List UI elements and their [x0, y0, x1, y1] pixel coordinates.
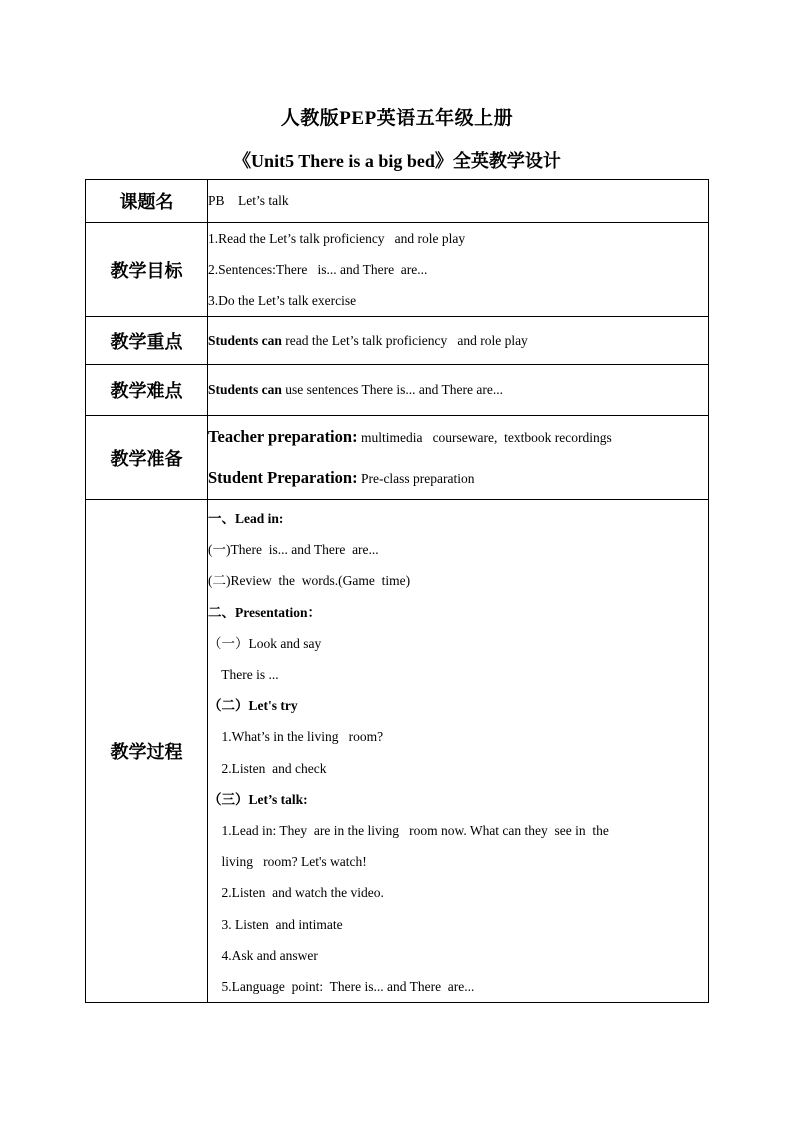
process-line-text: 2.Listen and check [208, 760, 327, 776]
process-line [208, 690, 708, 721]
table-row-key-points [86, 317, 709, 365]
process-line [208, 565, 708, 596]
row-label-process: 教学过程 [86, 500, 208, 1003]
process-line-text: (二)Review the words.(Game time) [208, 573, 411, 589]
objective-item: 2.Sentences:There is... and There are... [208, 262, 428, 277]
difficulties-rest: use sentences There is... and There are... [281, 382, 503, 397]
document-title: 人教版PEP英语五年级上册 [280, 108, 514, 129]
process-line [208, 628, 708, 659]
row-label-difficulties: 教学难点 [86, 365, 208, 416]
process-line-heading: （二）Let's try [208, 698, 298, 714]
student-preparation [208, 458, 708, 499]
process-line [208, 784, 708, 815]
key-points-rest: read the Let’s talk proficiency and role play [281, 332, 528, 348]
process-line [208, 815, 708, 846]
row-label-objectives: 教学目标 [86, 223, 208, 317]
process-line-text: 1.Lead in: They are in the living room now. What can they see in the [208, 823, 609, 839]
topic-value [208, 180, 709, 223]
process-line [208, 971, 708, 1002]
process-line [208, 846, 708, 877]
table-row-difficulties [86, 365, 709, 416]
process-line-text: 4.Ask and answer [208, 947, 318, 963]
process-line-text: （一）Look and say [208, 635, 322, 651]
process-line [208, 940, 708, 971]
key-points-text [208, 317, 709, 365]
process-line [208, 597, 708, 628]
teacher-preparation [208, 417, 708, 458]
table-row-process [86, 500, 709, 1003]
process-line [208, 877, 708, 908]
objectives-list [208, 223, 709, 317]
table-row-preparation [86, 416, 709, 500]
lesson-plan-table [85, 179, 709, 1003]
process-line [208, 753, 708, 784]
row-label-key-points: 教学重点 [86, 317, 208, 365]
key-points-bold: Students can [208, 332, 282, 348]
process-line-text: 1.What’s in the living room? [208, 729, 384, 745]
preparation-text [208, 416, 709, 500]
difficulties-text [208, 365, 709, 416]
teacher-preparation-value: multimedia courseware, textbook recordings [357, 429, 612, 445]
table-row-topic [86, 180, 709, 223]
process-line [208, 534, 708, 565]
process-line [208, 659, 708, 690]
row-label-topic: 课题名 [86, 180, 208, 223]
process-line-heading: 一、Lead in: [208, 511, 284, 526]
document-subtitle: 《Unit5 There is a big bed》全英教学设计 [233, 151, 561, 171]
teacher-preparation-label: Teacher preparation: [208, 426, 358, 446]
objective-item: 3.Do the Let’s talk exercise [208, 293, 357, 308]
process-line-text: (一)There is... and There are... [208, 542, 379, 558]
process-line-text: There is ... [208, 667, 279, 683]
process-line [208, 503, 708, 534]
process-line-text: living room? Let's watch! [208, 854, 367, 870]
student-preparation-value: Pre-class preparation [357, 470, 475, 486]
process-line-text: 3. Listen and intimate [208, 916, 343, 932]
process-line-text: 2.Listen and watch the video. [208, 885, 384, 901]
table-row-objectives [86, 223, 709, 317]
process-line-heading: （三）Let’s talk: [208, 791, 308, 807]
process-content [208, 500, 709, 1003]
process-line [208, 721, 708, 752]
difficulties-bold: Students can [208, 382, 282, 397]
row-label-preparation: 教学准备 [86, 416, 208, 500]
student-preparation-label: Student Preparation: [208, 467, 358, 487]
process-line [208, 909, 708, 940]
objective-item: 1.Read the Let’s talk proficiency and role play [208, 231, 466, 246]
process-lines [208, 503, 708, 1002]
topic-text: PB Let’s talk [208, 193, 289, 208]
process-line-text: 5.Language point: There is... and There are... [208, 979, 475, 995]
process-line-heading: 二、Presentation： [208, 604, 321, 620]
